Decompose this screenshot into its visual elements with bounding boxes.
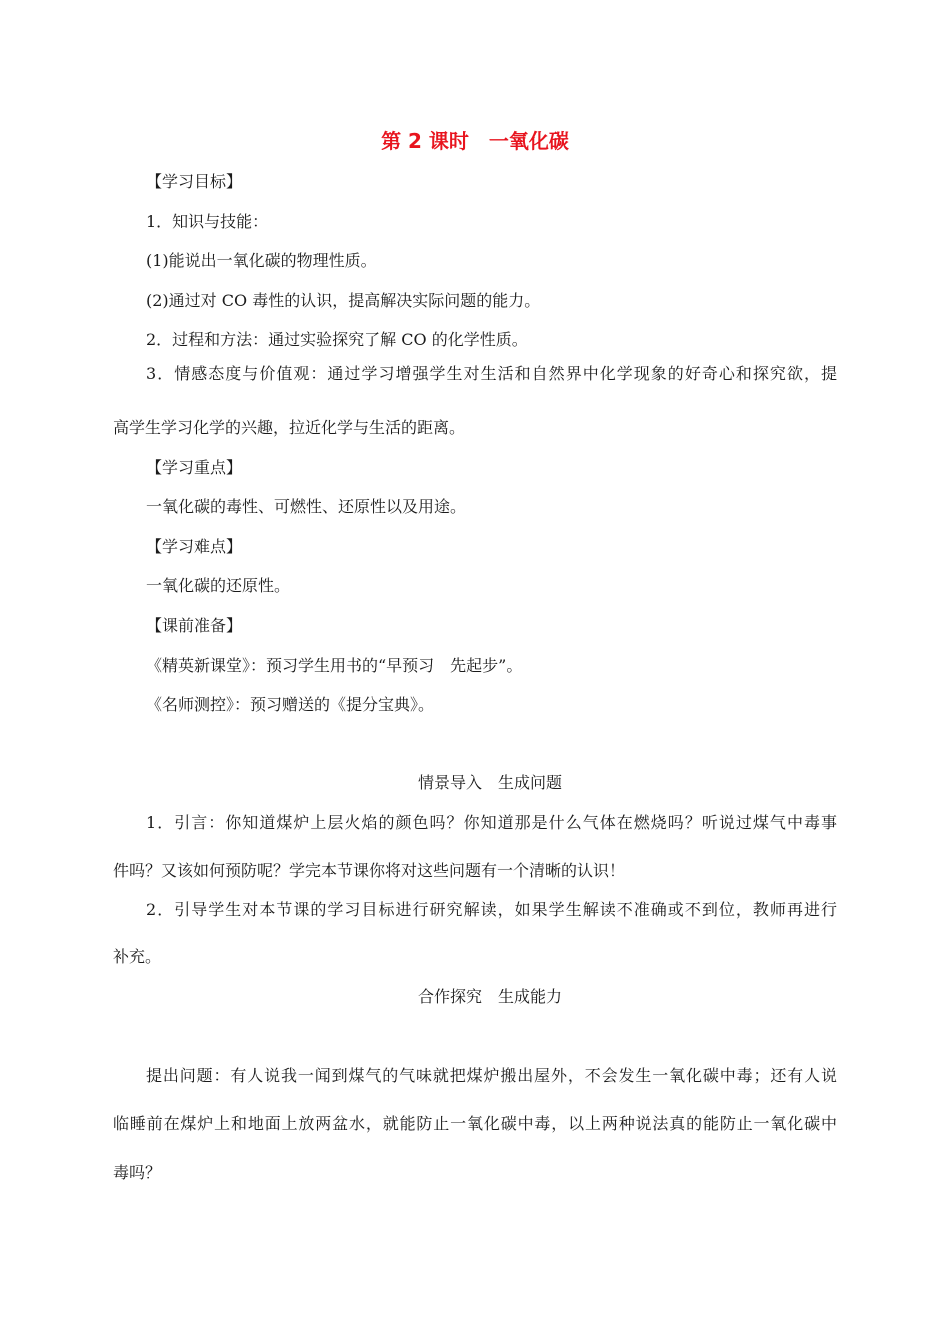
scene-paragraph-1-line-1: 1．引言：你知道煤炉上层火焰的颜色吗？你知道那是什么气体在燃烧吗？听说过煤气中毒事: [146, 813, 837, 832]
preparation-line-2: 《名师测控》：预习赠送的《提分宝典》。: [146, 695, 435, 714]
scene-heading: 情景导入 生成问题: [417, 773, 562, 792]
key-points-text: 一氧化碳的毒性、可燃性、还原性以及用途。: [146, 497, 467, 516]
scene-paragraph-2-line-1: 2．引导学生对本节课的学习目标进行研究解读，如果学生解读不准确或不到位，教师再进行: [146, 900, 837, 919]
objective-item-1: 1．知识与技能：: [146, 212, 269, 231]
objective-item-1-sub-2: (2)通过对 CO 毒性的认识，提高解决实际问题的能力。: [146, 291, 541, 310]
scene-paragraph-2-line-2: 补充。: [113, 947, 162, 966]
objective-item-3-line-2: 高学生学习化学的兴趣，拉近化学与生活的距离。: [113, 418, 466, 437]
scene-paragraph-1-line-2: 件吗？又该如何预防呢？学完本节课你将对这些问题有一个清晰的认识！: [113, 861, 626, 880]
lesson-title: 第 2 课时 一氧化碳: [381, 129, 569, 153]
coop-question-line-1: 提出问题：有人说我一闻到煤气的气味就把煤炉搬出屋外，不会发生一氧化碳中毒；还有人说: [146, 1066, 837, 1085]
coop-question-line-3: 毒吗？: [113, 1163, 162, 1182]
coop-question-line-2: 临睡前在煤炉上和地面上放两盆水，就能防止一氧化碳中毒，以上两种说法真的能防止一氧化碳中: [113, 1114, 837, 1133]
objective-item-3-line-1: 3．情感态度与价值观：通过学习增强学生对生活和自然界中化学现象的好奇心和探究欲，提: [146, 364, 837, 383]
difficulty-text: 一氧化碳的还原性。: [146, 576, 291, 595]
objective-item-2: 2．过程和方法：通过实验探究了解 CO 的化学性质。: [146, 330, 528, 349]
preparation-heading: 【课前准备】: [146, 616, 243, 635]
difficulty-heading: 【学习难点】: [146, 537, 243, 556]
key-points-heading: 【学习重点】: [146, 458, 243, 477]
objectives-heading: 【学习目标】: [146, 172, 243, 191]
objective-item-1-sub-1: (1)能说出一氧化碳的物理性质。: [146, 251, 377, 270]
coop-heading: 合作探究 生成能力: [417, 987, 562, 1006]
preparation-line-1: 《精英新课堂》：预习学生用书的“早预习 先起步”。: [146, 656, 523, 675]
